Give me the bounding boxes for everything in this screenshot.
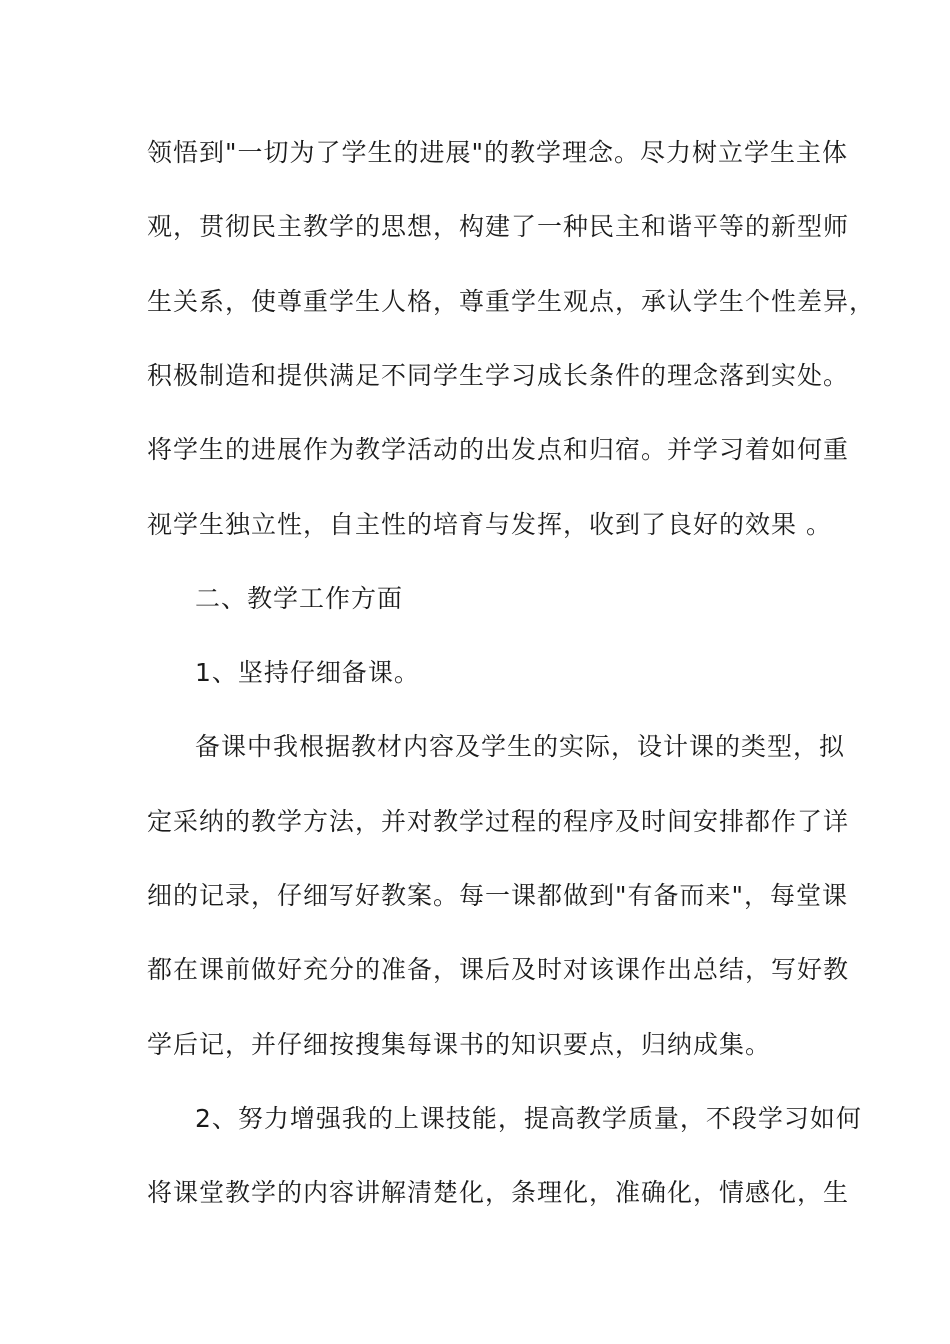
body-text-line: 备课中我根据教材内容及学生的实际，设计课的类型，拟: [195, 732, 846, 761]
body-text-line: 将课堂教学的内容讲解清楚化，条理化，准确化，情感化，生: [147, 1178, 850, 1207]
body-text-line: 生关系，使尊重学生人格，尊重学生观点，承认学生个性差异，: [147, 287, 876, 316]
body-text-line: 观，贯彻民主教学的思想，构建了一种民主和谐平等的新型师: [147, 212, 850, 241]
body-text-line: 学后记，并仔细按搜集每课书的知识要点，归纳成集。: [147, 1030, 772, 1059]
body-text-line: 2、努力增强我的上课技能，提高教学质量，不段学习如何: [195, 1104, 862, 1133]
section-heading: 二、教学工作方面: [195, 584, 404, 613]
body-text-line: 将学生的进展作为教学活动的出发点和归宿。并学习着如何重: [147, 435, 850, 464]
subsection-heading: 1、坚持仔细备课。: [195, 658, 420, 687]
body-text-line: 都在课前做好充分的准备，课后及时对该课作出总结，写好教: [147, 955, 850, 984]
body-text-line: 细的记录，仔细写好教案。每一课都做到"有备而来"，每堂课: [147, 881, 849, 910]
body-text-line: 积极制造和提供满足不同学生学习成长条件的理念落到实处。: [147, 361, 850, 390]
body-text-line: 视学生独立性，自主性的培育与发挥，收到了良好的效果 。: [147, 510, 832, 539]
body-text-line: 定采纳的教学方法，并对教学过程的程序及时间安排都作了详: [147, 807, 850, 836]
body-text-line: 领悟到"一切为了学生的进展"的教学理念。尽力树立学生主体: [147, 138, 849, 167]
